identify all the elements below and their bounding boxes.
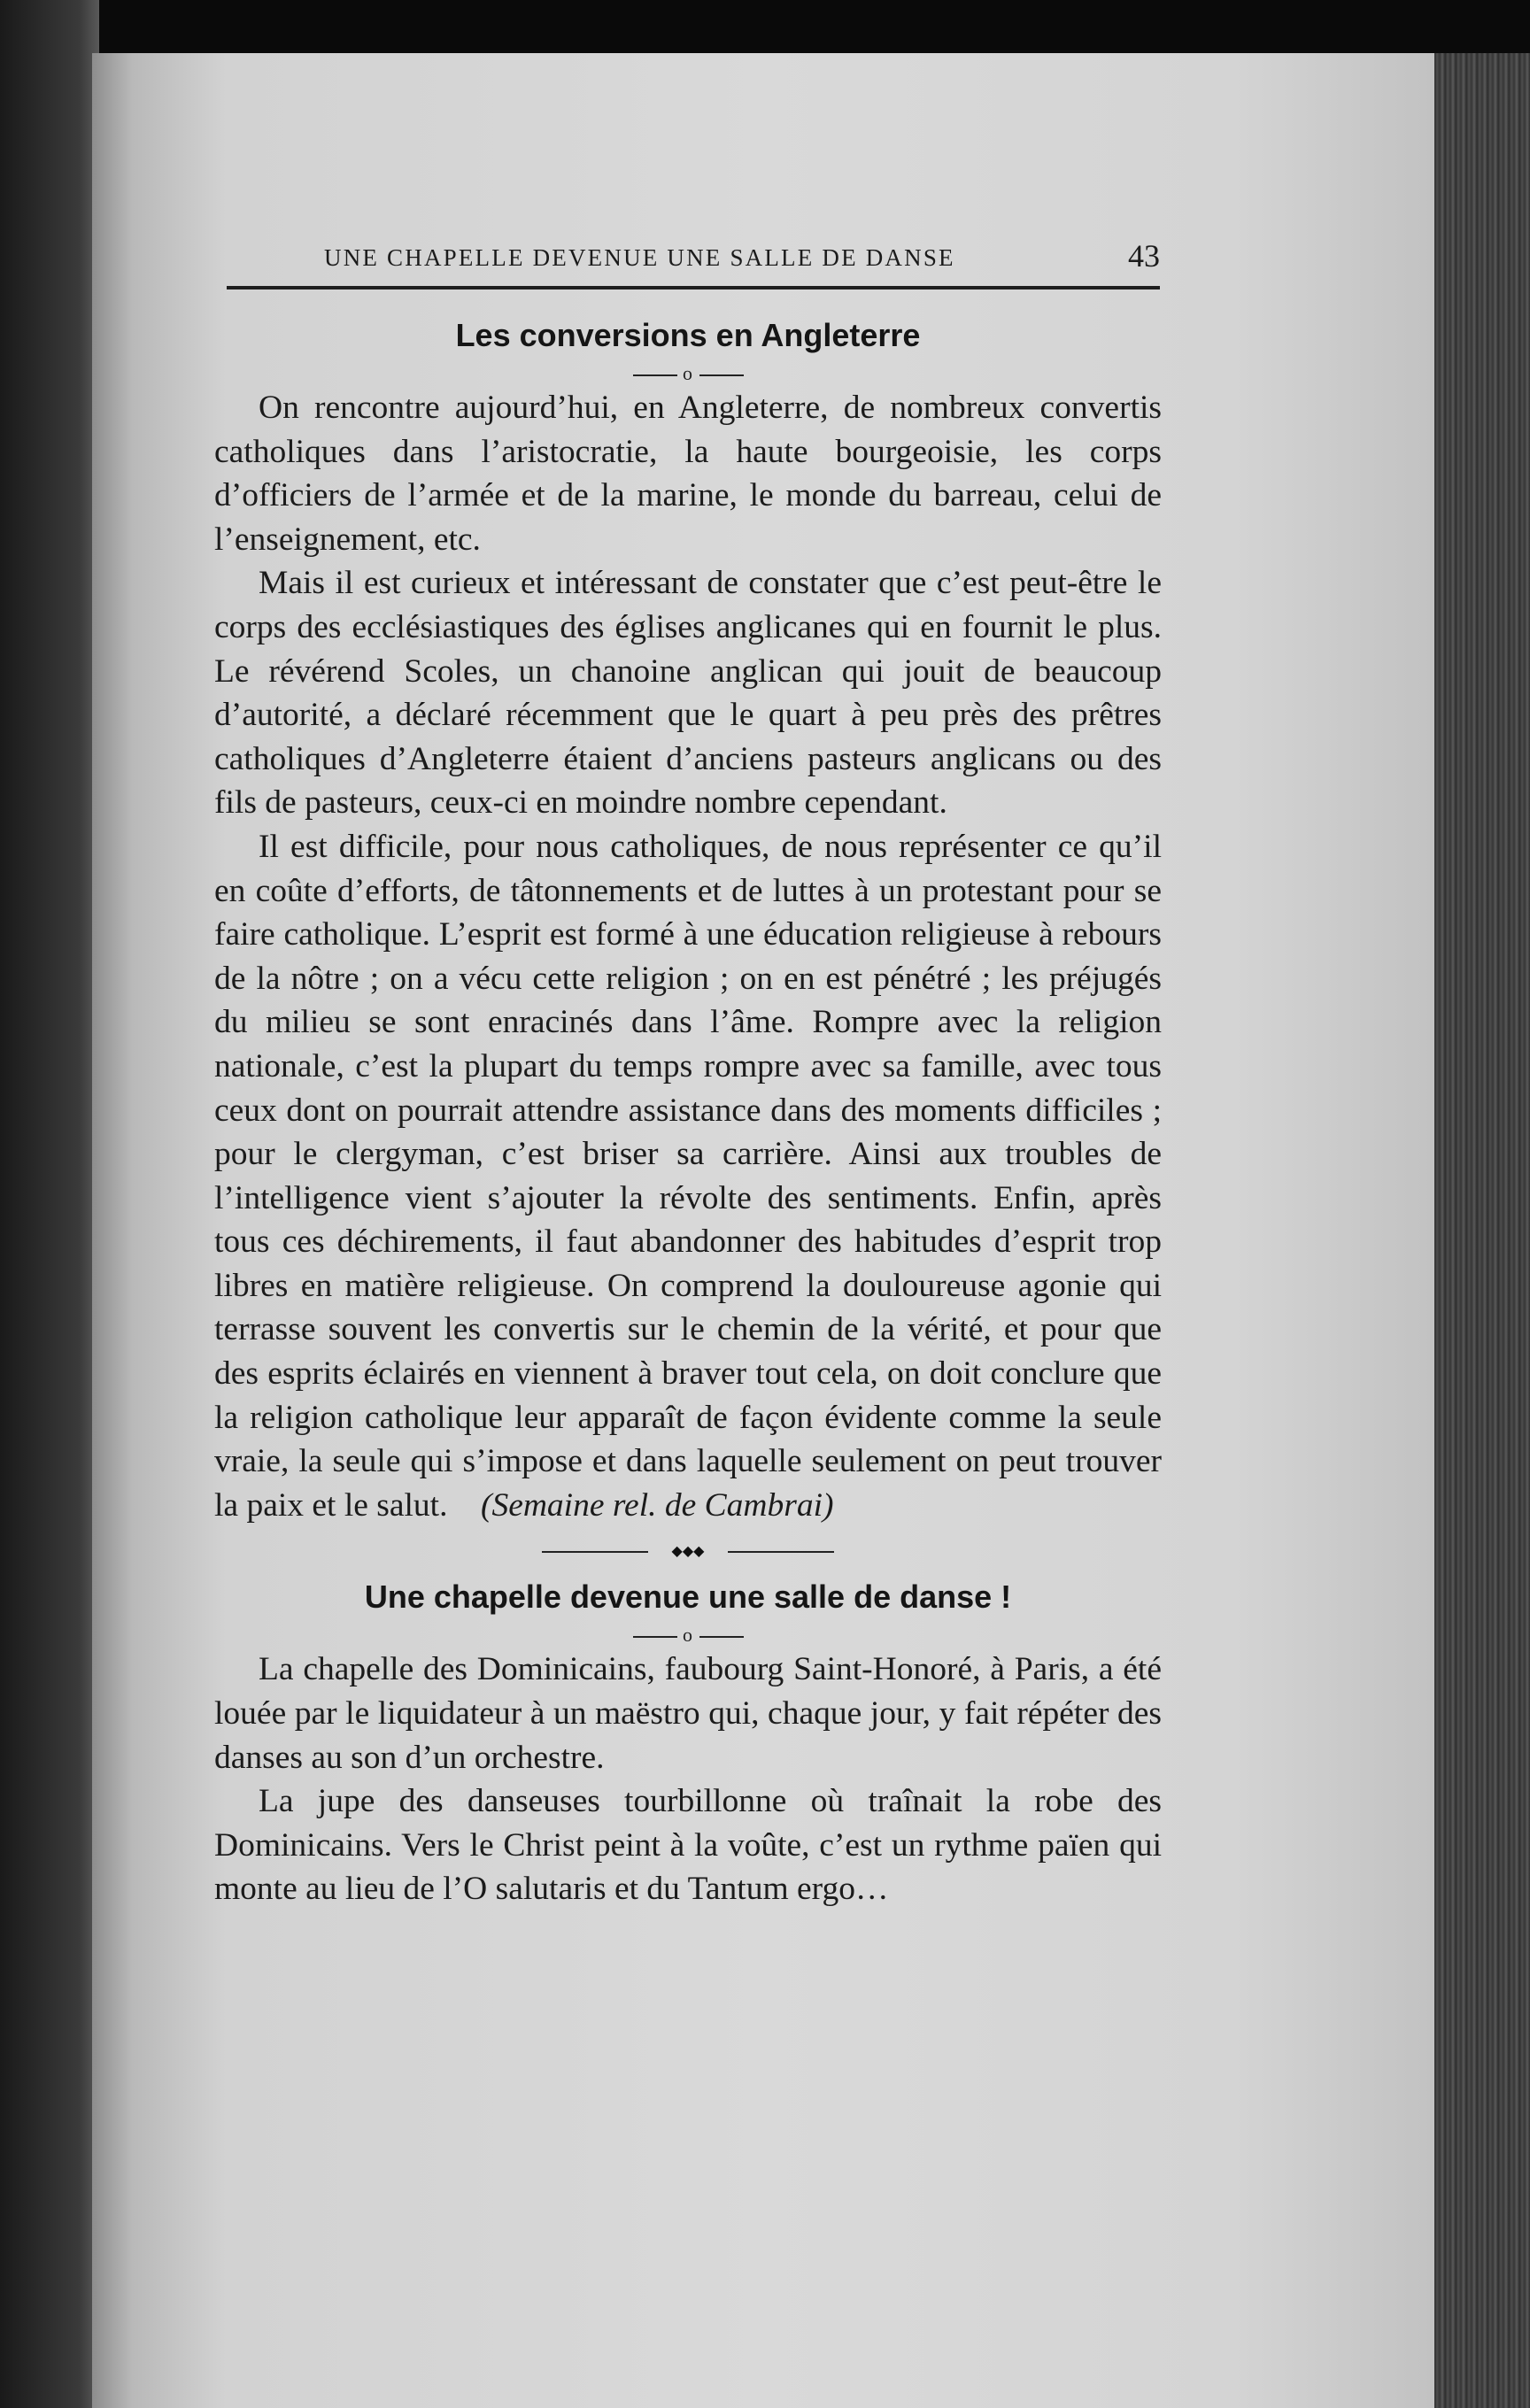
header-rule xyxy=(227,286,1160,289)
paragraph xyxy=(214,825,1162,1528)
article-body xyxy=(214,310,1162,1911)
ornament-circle: o xyxy=(683,1624,693,1647)
ornament-circle: o xyxy=(683,362,693,384)
paragraph: Mais il est curieux et intéressant de constater que c’est peut-être le corps des ecclésiastiques des églises anglicanes qui en fournit le plus. Le révérend Scoles, un chanoine anglican qui jouit de beaucoup d’autorité, a déclaré récemment que le quart à peu près des prêtres catholiques d’Angleterre étaient d’anciens pasteurs anglicans ou des fils de pasteurs, ceux-ci en moindre nombre cependant. xyxy=(214,565,1162,822)
scan-top-border xyxy=(92,0,1530,55)
section-chapelle xyxy=(214,1571,1162,1911)
running-title: UNE CHAPELLE DEVENUE UNE SALLE DE DANSE xyxy=(324,244,955,271)
source-citation: (Semaine rel. de Cambrai) xyxy=(480,1486,834,1524)
paragraph: On rencontre aujourd’hui, en Angleterre, de nombreux convertis catholiques dans l’aristocratie, la haute bourgeoisie, les corps d’officiers de l’armée et de la marine, le monde du barreau, celui de l’enseignement, etc. xyxy=(214,390,1162,558)
ornament-rule-right xyxy=(699,374,744,376)
paragraph-text: Il est difficile, pour nous catholiques, de nous représenter ce qu’il en coûte d’efforts, de tâtonnements et de luttes à un protestant pour se faire catholique. L’esprit est formé à une éducation religieuse à rebours de la nôtre ; on a vécu cette religion ; on en est pénétré ; les préjugés du milieu se sont enracinés dans l’âme. Rompre avec la religion nationale, c’est la plupart du temps rompre avec sa famille, avec tous ceux dont on pourrait attendre assistance dans des moments difficiles ; pour le clergyman, c’est briser sa carrière. Ainsi aux troubles de l’intelligence vient s’ajouter la révolte des sentiments. Enfin, après tous ces déchirements, il faut abandonner des habitudes d’esprit trop libres en matière religieuse. On comprend la douloureuse agonie qui terrasse souvent les convertis sur le chemin de la vérité, et pour que des esprits éclairés en viennent à braver tout cela, on doit conclure que la religion catholique leur apparaît de façon évidente comme la seule vraie, la seule qui s’impose et dans laquelle seulement on peut trouver la paix et le salut. xyxy=(214,828,1162,1524)
ornament-rule-right xyxy=(699,1636,744,1638)
ornament-rule-left xyxy=(633,1636,677,1638)
previous-page-edge xyxy=(0,0,99,2408)
section-divider xyxy=(214,1543,1162,1561)
running-head xyxy=(227,232,1160,285)
paragraph: La jupe des danseuses tourbillonne où traînait la robe des Dominicains. Vers le Christ peint à la voûte, c’est un rythme païen qui monte au lieu de l’O salutaris et du Tantum ergo… xyxy=(214,1783,1162,1908)
title-ornament xyxy=(214,1623,1162,1648)
section-title-chapelle: Une chapelle devenue une salle de danse ! xyxy=(364,1578,1012,1616)
divider-line-left xyxy=(542,1551,648,1553)
title-ornament xyxy=(214,361,1162,386)
page-number: 43 xyxy=(1128,238,1160,274)
ornament-rule-left xyxy=(633,374,677,376)
section-title-conversions: Les conversions en Angleterre xyxy=(455,317,921,353)
paragraph: La chapelle des Dominicains, faubourg Saint-Honoré, à Paris, a été louée par le liquidateur à un maëstro qui, chaque jour, y fait répéter des danses au son d’un orchestre. xyxy=(214,1651,1162,1776)
page-stack-edge xyxy=(1434,53,1530,2408)
divider-line-right xyxy=(728,1551,834,1553)
divider-ornament: ◆◆◆ xyxy=(671,1544,705,1560)
